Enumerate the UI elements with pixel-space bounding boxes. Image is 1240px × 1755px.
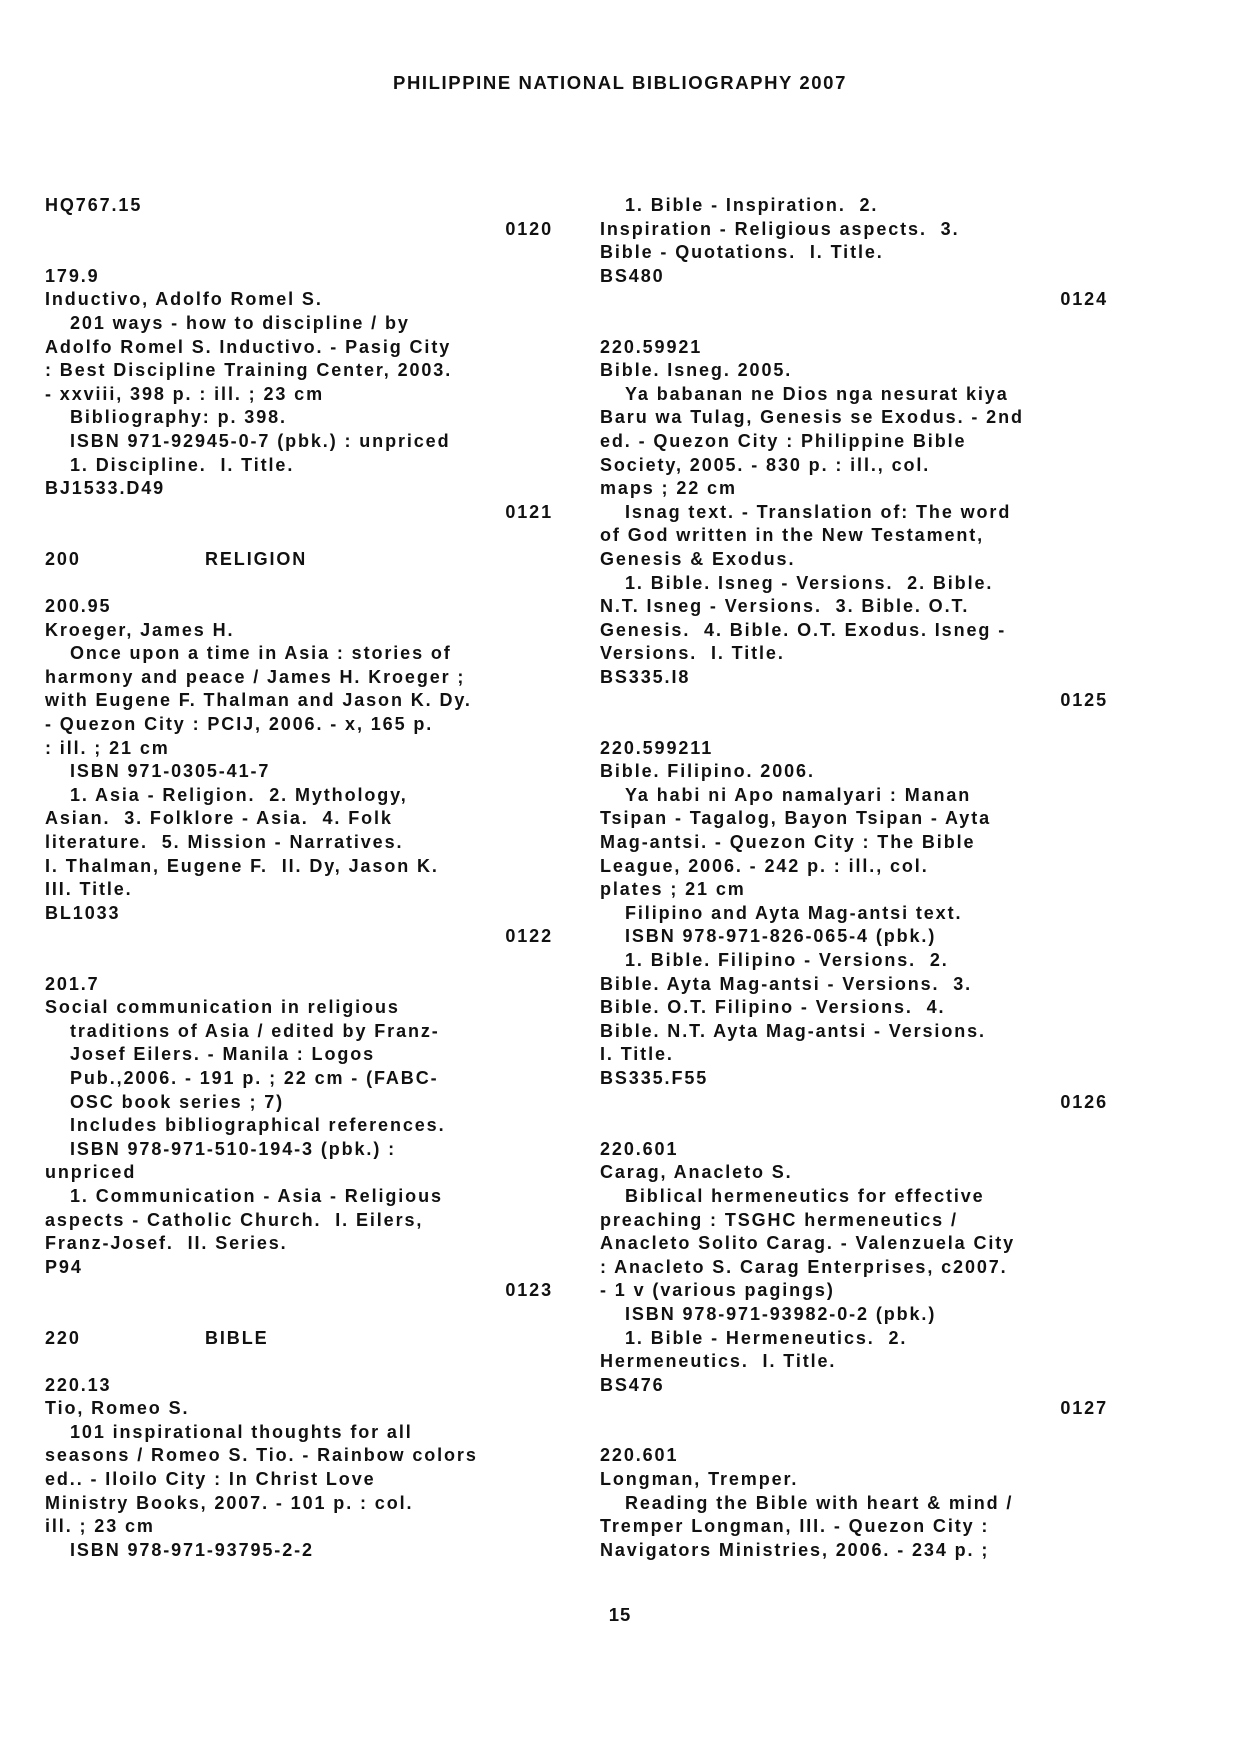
entry-line: Inspiration - Religious aspects. 3. [600,218,960,239]
entry-line: Social communication in religious [45,997,400,1018]
entry-line: ISBN 978-971-93982-0-2 (pbk.) [625,1303,937,1324]
entry-line: Versions. I. Title. [600,643,785,664]
section-title: BIBLE [205,1327,269,1348]
entry-line: Ya babanan ne Dios nga nesurat kiya [625,383,1009,404]
right-column [600,194,1120,1562]
entry-line: Bible. Ayta Mag-antsi - Versions. 3. [600,973,973,994]
entry-line: Bible. Filipino. 2006. [600,761,815,782]
entry-line: Asian. 3. Folklore - Asia. 4. Folk [45,808,393,829]
entry-line: Bible. O.T. Filipino - Versions. 4. [600,997,946,1018]
entry-line: Bible. Isneg. 2005. [600,360,793,381]
entry-line: N.T. Isneg - Versions. 3. Bible. O.T. [600,596,970,617]
entry-line: Tremper Longman, III. - Quezon City : [600,1516,990,1537]
entry-number: 0120 [505,218,553,239]
entry-line: ISBN 978-971-826-065-4 (pbk.) [625,926,937,947]
entry-line: Bible - Quotations. I. Title. [600,242,884,263]
section-heading [45,1327,565,1351]
entry-line: preaching : TSGHC hermeneutics / [600,1209,958,1230]
entry-line: III. Title. [45,879,133,900]
entry-line: Mag-antsi. - Quezon City : The Bible [600,832,976,853]
entry-line: 101 inspirational thoughts for all [70,1421,413,1442]
entry-line: ISBN 978-971-510-194-3 (pbk.) : [70,1138,397,1159]
entry-line: I. Title. [600,1044,674,1065]
entry-line: - xxviii, 398 p. : ill. ; 23 cm [45,383,324,404]
blank-line [45,524,565,548]
entry-line: Reading the Bible with heart & mind / [625,1492,1014,1513]
entry-number: 0124 [1060,289,1108,310]
entry-line: - 1 v (various pagings) [600,1280,835,1301]
entry-line: BS335.F55 [600,1067,709,1088]
entry-line: HQ767.15 [45,195,143,215]
entry-line: 1. Bible - Inspiration. 2. [625,195,879,215]
entry-line: ill. ; 23 cm [45,1516,155,1537]
entry-line: Carag, Anacleto S. [600,1162,793,1183]
entry-line: 220.13 [45,1374,112,1395]
entry-line: I. Thalman, Eugene F. II. Dy, Jason K. [45,855,439,876]
blank-line [600,312,1120,336]
entry-line: Baru wa Tulag, Genesis se Exodus. - 2nd [600,407,1024,428]
entry-line: with Eugene F. Thalman and Jason K. Dy. [45,690,472,711]
entry-line: 1. Communication - Asia - Religious [70,1185,443,1206]
entry-line: Anacleto Solito Carag. - Valenzuela City [600,1233,1016,1254]
blank-line [45,1350,565,1374]
entry-line: Filipino and Ayta Mag-antsi text. [625,902,963,923]
entry-line: seasons / Romeo S. Tio. - Rainbow colors [45,1445,478,1466]
entry-line: 220.601 [600,1445,679,1466]
entry-line: Inductivo, Adolfo Romel S. [45,289,323,310]
entry-line: 220.601 [600,1138,679,1159]
blank-line [45,1303,565,1327]
entry-number: 0125 [1060,690,1108,711]
entry-line: Includes bibliographical references. [70,1115,446,1136]
entry-line: Bibliography: p. 398. [70,407,287,428]
entry-line: ed. - Quezon City : Philippine Bible [600,430,967,451]
blank-line [45,241,565,265]
entry-line: ISBN 971-0305-41-7 [70,761,271,782]
entry-line: 179.9 [45,265,100,286]
entry-line: 1. Bible. Isneg - Versions. 2. Bible. [625,572,994,593]
entry-line: P94 [45,1256,83,1277]
entry-line: of God written in the New Testament, [600,525,985,546]
section-heading [45,548,565,572]
blank-line [600,1114,1120,1138]
entry-line: aspects - Catholic Church. I. Eilers, [45,1209,424,1230]
entry-number: 0122 [505,926,553,947]
entry-line: Genesis. 4. Bible. O.T. Exodus. Isneg - [600,619,1007,640]
entry-line: ISBN 971-92945-0-7 (pbk.) : unpriced [70,430,451,451]
entry-line: Tsipan - Tagalog, Bayon Tsipan - Ayta [600,808,991,829]
entry-line: : ill. ; 21 cm [45,737,170,758]
entry-line: Hermeneutics. I. Title. [600,1351,837,1372]
entry-number: 0126 [1060,1091,1108,1112]
entry-line: unpriced [45,1162,137,1183]
entry-line: BL1033 [45,902,121,923]
entry-line: 220.59921 [600,336,703,357]
left-column [45,194,565,1562]
entry-line: 1. Asia - Religion. 2. Mythology, [70,784,408,805]
entry-line: traditions of Asia / edited by Franz- [70,1020,440,1041]
entry-line: Genesis & Exodus. [600,548,796,569]
entry-number: 0123 [505,1280,553,1301]
entry-line: Isnag text. - Translation of: The word [625,501,1012,522]
entry-line: harmony and peace / James H. Kroeger ; [45,666,466,687]
entry-line: Franz-Josef. II. Series. [45,1233,288,1254]
entry-line: : Anacleto S. Carag Enterprises, c2007. [600,1256,1008,1277]
entry-line: OSC book series ; 7) [70,1091,285,1112]
entry-line: plates ; 21 cm [600,879,746,900]
entry-line: BS480 [600,265,665,286]
entry-line: Ya habi ni Apo namalyari : Manan [625,784,972,805]
entry-line: 1. Bible - Hermeneutics. 2. [625,1327,908,1348]
entry-line: Adolfo Romel S. Inductivo. - Pasig City [45,336,452,357]
entry-line: Biblical hermeneutics for effective [625,1185,985,1206]
entry-line: 201 ways - how to discipline / by [70,312,410,333]
entry-line: 1. Discipline. I. Title. [70,454,295,475]
section-code: 200 [45,548,81,569]
entry-line: Pub.,2006. - 191 p. ; 22 cm - (FABC- [70,1067,439,1088]
entry-line: 200.95 [45,596,112,617]
page-header: PHILIPPINE NATIONAL BIBLIOGRAPHY 2007 [393,72,847,93]
entry-line: literature. 5. Mission - Narratives. [45,832,404,853]
blank-line [600,1421,1120,1445]
entry-line: Once upon a time in Asia : stories of [70,643,452,664]
entry-line: maps ; 22 cm [600,478,737,499]
entry-line: ISBN 978-971-93795-2-2 [70,1539,314,1560]
blank-line [600,713,1120,737]
entry-line: BJ1533.D49 [45,478,166,499]
entry-line: Ministry Books, 2007. - 101 p. : col. [45,1492,414,1513]
page-number: 15 [608,1604,632,1625]
entry-line: Navigators Ministries, 2006. - 234 p. ; [600,1539,990,1560]
entry-number: 0127 [1060,1398,1108,1419]
entry-line: Josef Eilers. - Manila : Logos [70,1044,376,1065]
entry-line: BS476 [600,1374,665,1395]
entry-line: : Best Discipline Training Center, 2003. [45,360,453,381]
blank-line [45,572,565,596]
entry-line: - Quezon City : PCIJ, 2006. - x, 165 p. [45,714,434,735]
section-code: 220 [45,1327,81,1348]
entry-line: Kroeger, James H. [45,619,235,640]
entry-line: 1. Bible. Filipino - Versions. 2. [625,950,949,970]
entry-line: Longman, Tremper. [600,1469,799,1490]
entry-line: ed.. - Iloilo City : In Christ Love [45,1469,376,1490]
section-title: RELIGION [205,548,308,569]
entry-line: Society, 2005. - 830 p. : ill., col. [600,454,931,475]
entry-line: 201.7 [45,973,100,994]
blank-line [45,949,565,973]
entry-line: 220.599211 [600,737,714,758]
entry-line: League, 2006. - 242 p. : ill., col. [600,855,929,876]
entry-number: 0121 [505,501,553,522]
entry-line: BS335.I8 [600,666,691,687]
entry-line: Bible. N.T. Ayta Mag-antsi - Versions. [600,1020,986,1041]
entry-line: Tio, Romeo S. [45,1398,190,1419]
